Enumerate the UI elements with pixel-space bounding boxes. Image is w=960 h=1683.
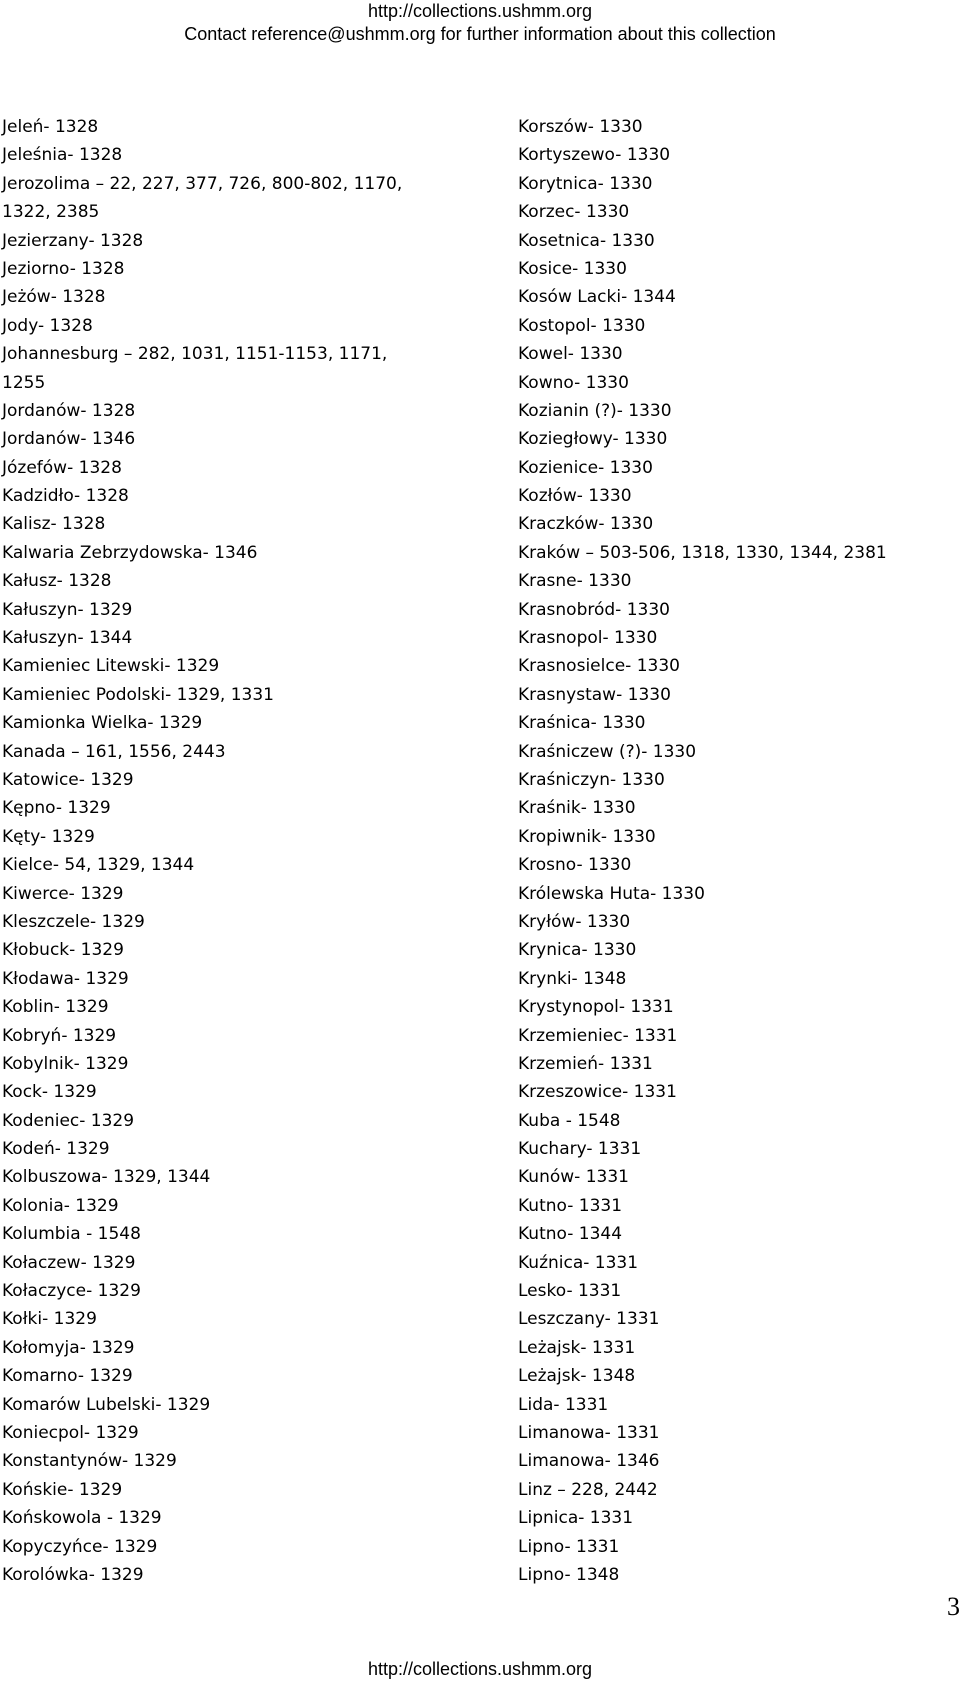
header-url: http://collections.ushmm.org: [367, 1, 593, 21]
index-entry: Kamionka Wielka- 1329: [2, 713, 203, 734]
index-entry: Kłodawa- 1329: [2, 968, 129, 989]
index-entry: Kłobuck- 1329: [2, 940, 124, 961]
index-entry: Kalwaria Zebrzydowska- 1346: [2, 542, 258, 563]
index-entry: Lipnica- 1331: [518, 1508, 634, 1529]
index-entry: Kęty- 1329: [2, 826, 95, 847]
index-entry: Kodeń- 1329: [2, 1139, 110, 1160]
index-entry: Kozłów- 1330: [518, 486, 632, 507]
index-entry: Krzeszowice- 1331: [518, 1082, 677, 1103]
index-entry: Kosice- 1330: [518, 258, 627, 279]
index-entry: Kosów Lacki- 1344: [518, 287, 676, 308]
index-entry: Katowice- 1329: [2, 769, 134, 790]
index-entry: Lipno- 1348: [518, 1564, 620, 1585]
index-entry: Kutno- 1331: [518, 1195, 623, 1216]
index-entry: Jordanów- 1346: [2, 429, 136, 450]
index-entry: Korolówka- 1329: [2, 1564, 144, 1585]
index-entry: Krzemieniec- 1331: [518, 1025, 678, 1046]
index-column-left: [2, 113, 502, 1589]
index-entry: Kowel- 1330: [518, 344, 623, 365]
index-entry: Jody- 1328: [2, 315, 93, 336]
index-entry: Kiwerce- 1329: [2, 883, 124, 904]
index-entry: Królewska Huta- 1330: [518, 883, 705, 904]
index-entry: Kryłów- 1330: [518, 911, 631, 932]
index-entry: Kobylnik- 1329: [2, 1053, 129, 1074]
index-entry: Kodeniec- 1329: [2, 1110, 135, 1131]
index-entry: Kozianin (?)- 1330: [518, 400, 672, 421]
index-entry: Jezierzany- 1328: [2, 230, 144, 251]
index-entry: Kolbuszowa- 1329, 1344: [2, 1167, 211, 1188]
index-entry: Kolumbia - 1548: [2, 1224, 141, 1245]
index-entry: Lida- 1331: [518, 1394, 609, 1415]
index-entry: Kołomyja- 1329: [2, 1337, 135, 1358]
index-entry: Kanada – 161, 1556, 2443: [2, 741, 226, 762]
index-entry: Kuźnica- 1331: [518, 1252, 639, 1273]
index-entry: Leżajsk- 1331: [518, 1337, 636, 1358]
index-entry: Końskowola - 1329: [2, 1508, 162, 1529]
index-entry: Lesko- 1331: [518, 1281, 622, 1302]
index-entry: Kobryń- 1329: [2, 1025, 117, 1046]
index-entry: Kraśnica- 1330: [518, 713, 646, 734]
index-entry: Kałuszyn- 1329: [2, 599, 133, 620]
index-entry: Krasnopol- 1330: [518, 628, 658, 649]
index-entry: Limanowa- 1331: [518, 1422, 660, 1443]
index-entry: Korzec- 1330: [518, 202, 630, 223]
index-entry: Kleszczele- 1329: [2, 911, 145, 932]
index-entry: Jordanów- 1328: [2, 400, 136, 421]
index-entry: Kołki- 1329: [2, 1309, 97, 1330]
index-entry: Koblin- 1329: [2, 997, 109, 1018]
index-entry: Krasnystaw- 1330: [518, 684, 671, 705]
index-entry: Kraków – 503-506, 1318, 1330, 1344, 2381: [518, 542, 887, 563]
index-entry: Kępno- 1329: [2, 798, 111, 819]
index-entry: Leżajsk- 1348: [518, 1366, 636, 1387]
index-entry: Kraśnik- 1330: [518, 798, 636, 819]
index-entry: Komarów Lubelski- 1329: [2, 1394, 211, 1415]
index-entry: Krynica- 1330: [518, 940, 637, 961]
index-entry: Jeziorno- 1328: [2, 258, 125, 279]
index-entry: Jeżów- 1328: [2, 287, 106, 308]
index-entry: Leszczany- 1331: [518, 1309, 660, 1330]
index-entry: Lipno- 1331: [518, 1536, 620, 1557]
index-entry: Kraczków- 1330: [518, 514, 654, 535]
index-entry: Kałuszyn- 1344: [2, 628, 133, 649]
index-entry: Koniecpol- 1329: [2, 1422, 139, 1443]
index-entry: 1322, 2385: [2, 202, 100, 223]
index-entry: Krystynopol- 1331: [518, 997, 674, 1018]
index-entry: Kraśniczew (?)- 1330: [518, 741, 697, 762]
index-entry: Kunów- 1331: [518, 1167, 629, 1188]
index-entry: Kortyszewo- 1330: [518, 145, 671, 166]
index-column-right: [518, 113, 958, 1589]
index-entry: Komarno- 1329: [2, 1366, 133, 1387]
index-entry: Konstantynów- 1329: [2, 1451, 177, 1472]
index-entry: Koziegłowy- 1330: [518, 429, 668, 450]
index-entry: Kałusz- 1328: [2, 571, 112, 592]
index-entry: Kuchary- 1331: [518, 1139, 642, 1160]
index-entry: Kamieniec Podolski- 1329, 1331: [2, 684, 274, 705]
index-entry: Limanowa- 1346: [518, 1451, 660, 1472]
index-entry: Jeleń- 1328: [2, 117, 99, 137]
index-entry: Kadzidło- 1328: [2, 486, 129, 507]
index-entry: Kropiwnik- 1330: [518, 826, 656, 847]
page-number: 3: [947, 1592, 960, 1621]
header-contact-note: Contact reference@ushmm.org for further information about this collection: [184, 24, 776, 44]
index-entry: Krosno- 1330: [518, 855, 632, 876]
index-entry: Jerozolima – 22, 227, 377, 726, 800-802, 1170,: [2, 173, 403, 194]
index-entry: Krasne- 1330: [518, 571, 632, 592]
index-entry: Kielce- 54, 1329, 1344: [2, 855, 195, 876]
index-entry: Krasnosielce- 1330: [518, 656, 680, 677]
index-entry: Kołaczyce- 1329: [2, 1281, 141, 1302]
index-entry: Krasnobród- 1330: [518, 599, 670, 620]
index-entry: Józefów- 1328: [2, 457, 122, 478]
index-entry: Kolonia- 1329: [2, 1195, 119, 1216]
index-entry: Kowno- 1330: [518, 372, 629, 393]
index-entry: Kamieniec Litewski- 1329: [2, 656, 220, 677]
index-entry: Korszów- 1330: [518, 117, 643, 137]
index-entry: Kosetnica- 1330: [518, 230, 655, 251]
index-entry: Końskie- 1329: [2, 1479, 123, 1500]
index-entry: Krynki- 1348: [518, 968, 627, 989]
index-entry: Kostopol- 1330: [518, 315, 646, 336]
index-entry: Kalisz- 1328: [2, 514, 106, 535]
footer-url: http://collections.ushmm.org: [367, 1659, 593, 1679]
index-entry: Linz – 228, 2442: [518, 1479, 658, 1500]
index-entry: Kołaczew- 1329: [2, 1252, 136, 1273]
index-entry: Krzemień- 1331: [518, 1053, 653, 1074]
index-entry: Kock- 1329: [2, 1082, 97, 1103]
index-entry: Kuba - 1548: [518, 1110, 621, 1131]
index-entry: Kraśniczyn- 1330: [518, 769, 665, 790]
index-entry: Johannesburg – 282, 1031, 1151-1153, 1171,: [2, 344, 388, 365]
index-entry: Kopyczyńce- 1329: [2, 1536, 158, 1557]
index-entry: Korytnica- 1330: [518, 173, 653, 194]
index-entry: Jeleśnia- 1328: [2, 145, 123, 166]
index-entry: 1255: [2, 372, 46, 393]
index-entry: Kutno- 1344: [518, 1224, 623, 1245]
index-entry: Kozienice- 1330: [518, 457, 653, 478]
